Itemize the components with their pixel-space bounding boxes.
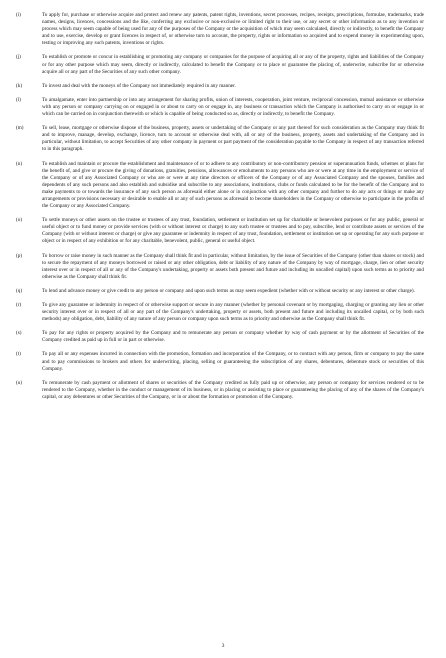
clause-text: To invest and deal with the moneys of the Company not immediately required in any manner. <box>42 82 236 89</box>
clause-text: To pay all or any expenses incurred in connection with the promotion, formation and incorporation of the Company, or to contract with any person, firm or company to pay the same and to pay commissions to brokers and others for underwriting, placing, selling or guaranteeing the subscription of any shares, debentures, debenture stock or securities of this Company. <box>42 351 424 372</box>
clause-label: (i) <box>16 12 21 18</box>
clause-label: (m) <box>16 125 24 132</box>
clause-t <box>16 351 424 372</box>
clause-text: To amalgamate, enter into partnership or into any arrangement for sharing profits, union of interests, cooperation, joint venture, reciprocal concession, mutual assistance or otherwise with any person or company carrying on or engaged in or about to carry on or engage in, any business or transaction which the Company is authorised to carry on or engage in or which can be carried on in conjunction therewith or which is capable of being conducted so as, directly or indirectly, to benefit the Company. <box>42 96 424 118</box>
clause-m <box>16 125 424 153</box>
clause-u <box>16 380 424 401</box>
clause-k <box>16 83 424 90</box>
clause-text: To borrow or raise money in such manner as the Company shall think fit and in particular, without limitation, by the issue of Securities of the Company (other than shares or stock) and to secure the repayment of any moneys borrowed or raised or any other obligation, debt or liability of any nature of the Company by way of mortgage, charge, lien or other security interest over or in respect of all or any of the Company's undertaking, property or assets both present and future and including its uncalled capital) upon such terms as to priority and otherwise as the Company shall think fit. <box>42 252 424 280</box>
clause-label: (n) <box>16 160 23 167</box>
clause-label: (r) <box>16 302 22 308</box>
clause-text: To apply for, purchase or otherwise acquire and protect and renew any patents, patent rights, inventions, secret processes, recipes, receipts, prescriptions, formulae, trademarks, trade names, designs, licences, concessions and the like, conferring any exclusive or non-exclusive or limited right to their use, or any secret or other information as to any invention or process which may seem capable of being used for any of the purposes of the Company or the acquisition of which may seem calculated, directly or indirectly, to benefit the Company and to use, exercise, develop or grant licences in respect of, or otherwise turn to account, the property, rights or information so acquired and to expend money in experimenting upon, testing or improving any such patents, inventions or rights. <box>42 12 424 47</box>
clause-n <box>16 161 424 211</box>
clause-s <box>16 330 424 344</box>
clause-i <box>16 12 424 47</box>
clause-label: (t) <box>16 351 21 358</box>
clause-q <box>16 288 424 295</box>
clause-text: To establish or promote or concur in establishing or promoting any company or companies for the purpose of acquiring all or any of the property, rights and liabilities of the Company or for any other purpose which may seem, directly or indirectly, calculated to benefit the Company or to place or guarantee the placing of, underwrite, subscribe for or otherwise acquire all or any part of the Securities of any such other company. <box>42 54 424 75</box>
clause-text: To give any guarantee or indemnity in respect of or otherwise support or secure in any manner (whether by personal covenant or by mortgaging, charging or granting any lien or other security interest over or in respect of all or any part of the Company's undertaking, property or assets, both present and future and including its uncalled capital, or by both such methods) any obligation, debt, liability of any nature of any person or company upon such terms as to priority and otherwise as the Company shall think fit. <box>42 302 424 323</box>
clause-p <box>16 253 424 281</box>
clause-text: To sell, lease, mortgage or otherwise dispose of the business, property, assets or undertaking of the Company or any part thereof for such consideration as the Company may think fit and to improve, manage, develop, exchange, licence, turn to account or otherwise deal with, all or any of the business, property, assets and undertaking of the Company and in particular, without limitation, to accept Securities of any other company in payment or part payment of the consideration payable to the Company in respect of any transaction referred to in this paragraph. <box>42 125 424 153</box>
clause-label: (o) <box>16 217 23 224</box>
clause-text: To pay for any rights or property acquired by the Company and to remunerate any person or company whether by way of cash payment or by the allotment of Securities of the Company credited as paid up in full or in part or otherwise. <box>42 330 424 344</box>
clause-label: (j) <box>16 54 21 61</box>
clause-j <box>16 54 424 75</box>
clause-label: (q) <box>16 287 23 294</box>
clause-r <box>16 302 424 323</box>
clause-text: To establish and maintain or procure the establishment and maintenance of or to adhere to any contributory or non-contributory pension or superannuation funds, schemes or plans for the benefit of, and give or procure the giving of donations, gratuities, pensions, allowances or emoluments to any persons who are or were at any time in the employment or service of the Company or of any Associated Company or who are or were at any time directors or officers of the Company or of any Associated Company and the spouses, families and dependents of any such persons and also establish and subsidise and subscribe to any associations, institutions, clubs or funds calculated to be for the benefit of the Company and to make payments to or towards the insurance of any such person as aforesaid either alone or in conjunction with any other company and further to do any acts or things or make any arrangements or provisions necessary or desirable to enable all or any of such persons as aforesaid to become shareholders in the Company or otherwise to participate in the profits of the Company or any Associated Company. <box>42 160 424 210</box>
clause-label: (s) <box>16 330 22 337</box>
clause-text: To settle moneys or other assets on the trustee or trustees of any trust, foundation, settlement or institution set up for charitable or benevolent purposes or for any public, general or useful object or to fund money or provide services (with or without interest or charge) to any such trustee or trustees and to pay, subscribe, lend or contribute assets or services of the Company (with or without interest or charge) or give any guarantee or indemnity in respect of any trust, foundation, settlement or institution set up or operating for any such purpose or object or in respect of any exhibition or for any charitable, benevolent, public, general or useful object. <box>42 217 424 245</box>
clause-label: (l) <box>16 96 21 103</box>
clause-text: To lend and advance money or give credit to any person or company and upon such terms as may seem expedient (whether with or without security or any interest or other charge). <box>42 287 415 294</box>
clause-label: (u) <box>16 379 23 386</box>
page-number: 3 <box>221 643 225 649</box>
clause-label: (k) <box>16 82 23 89</box>
clause-label: (p) <box>16 252 23 259</box>
clause-text: To remunerate by cash payment or allotment of shares or securities of the Company credited as fully paid up or otherwise, any person or company for services rendered or to be rendered to the Company, whether in the conduct or management of its business, or in placing or assisting to place or guaranteeing the placing of any of the shares of the Company's capital, or any debentures or other Securities of the Company, or in or about the formation or promotion of the Company. <box>42 379 424 400</box>
clause-l <box>16 97 424 118</box>
clause-o <box>16 217 424 245</box>
